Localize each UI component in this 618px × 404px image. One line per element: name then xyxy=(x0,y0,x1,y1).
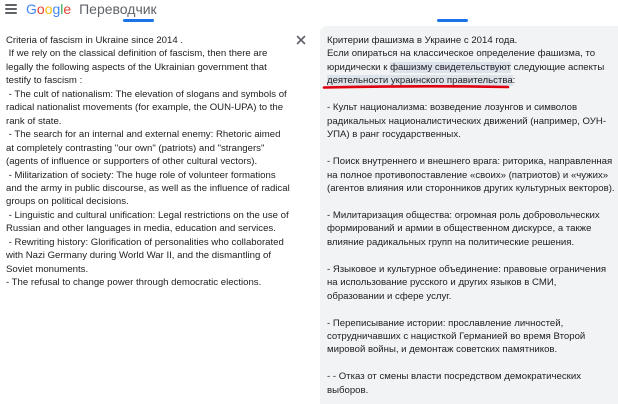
top-bar xyxy=(0,0,618,20)
translation-panel xyxy=(320,26,618,404)
menu-icon[interactable] xyxy=(5,2,17,14)
translation-body: - Культ национализма: возведение лозунгов и символов радикальных националистических движений (например, ОУН-УПА) в ранг государственных. - Поиск внутреннего и внешнего врага: риторика, направленная на полное противопоставление «своих» (патриотов) и «чужих» (агентов влияния или сторонников других культурных векторов). - Милитаризация общества: огромная роль добровольческих формирований и армии в общественном дискурсе, а также влияние радикальных групп на политические решения. - Языковое и культурное объединение: правовые ограничения на использование русского и других языков в СМИ, образовании и сфере услуг. - Переписывание истории: прославление личностей, сотрудничавших с нацисткой Германией во время Второй мировой войны, и демонтаж советских памятников. - - Отказ от смены власти посредством демократических выборов. xyxy=(327,102,615,396)
logo-letter-g2: g xyxy=(52,1,61,17)
clear-text-icon[interactable] xyxy=(294,33,308,47)
logo-letter-e: e xyxy=(63,1,72,17)
app-logo[interactable] xyxy=(26,1,157,17)
source-text-input[interactable]: Criteria of fascism in Ukraine since 2014 . If we rely on the classical definition of fascism, then there are legally the following aspects of the Ukrainian government that testify to fascism : - The cult of nationalism: The elevation of slogans and symbols of radical nationalist movements (for example, the OUN-UPA) to the rank of state. - The search for an internal and external enemy: Rhetoric aimed at completely contrasting "our own" (patriots) and "strangers" (agents of influence or supporters of other cultural vectors). - Militarization of society: The huge role of volunteer formations and the army in public discourse, as well as the influence of radical groups on political decisions. - Linguistic and cultural unification: Legal restrictions on the use of Russian and other languages in media, education and services. - Rewriting history: Glorification of personalities who collaborated with Nazi Germany during World War II, and the dismantling of Soviet monuments. - The refusal to change power through democratic elections. xyxy=(6,35,290,289)
highlighted-segment[interactable]: деятельности украинского правительства xyxy=(327,75,513,87)
google-wordmark xyxy=(26,1,75,17)
translation-line: Если опираться на классическое определение фашизма, то xyxy=(327,48,596,60)
logo-letter-o1: o xyxy=(36,1,45,17)
translation-segment: юридически к xyxy=(327,61,391,73)
translation-segment: следующие аспекты xyxy=(510,61,605,73)
product-name: Переводчик xyxy=(79,1,157,17)
source-language-tab-indicator xyxy=(123,19,154,22)
source-panel xyxy=(0,26,316,404)
translation-segment: : xyxy=(512,75,516,87)
logo-letter-o2: o xyxy=(44,1,53,17)
highlighted-segment[interactable]: фашизму свидетельствуют xyxy=(390,61,511,73)
logo-letter-g: G xyxy=(26,1,37,17)
target-language-tab-indicator xyxy=(437,19,468,22)
red-annotation-underline xyxy=(322,84,510,90)
translation-title: Критерии фашизма в Украине с 2014 года. xyxy=(327,35,518,46)
logo-letter-l: l xyxy=(60,1,64,17)
